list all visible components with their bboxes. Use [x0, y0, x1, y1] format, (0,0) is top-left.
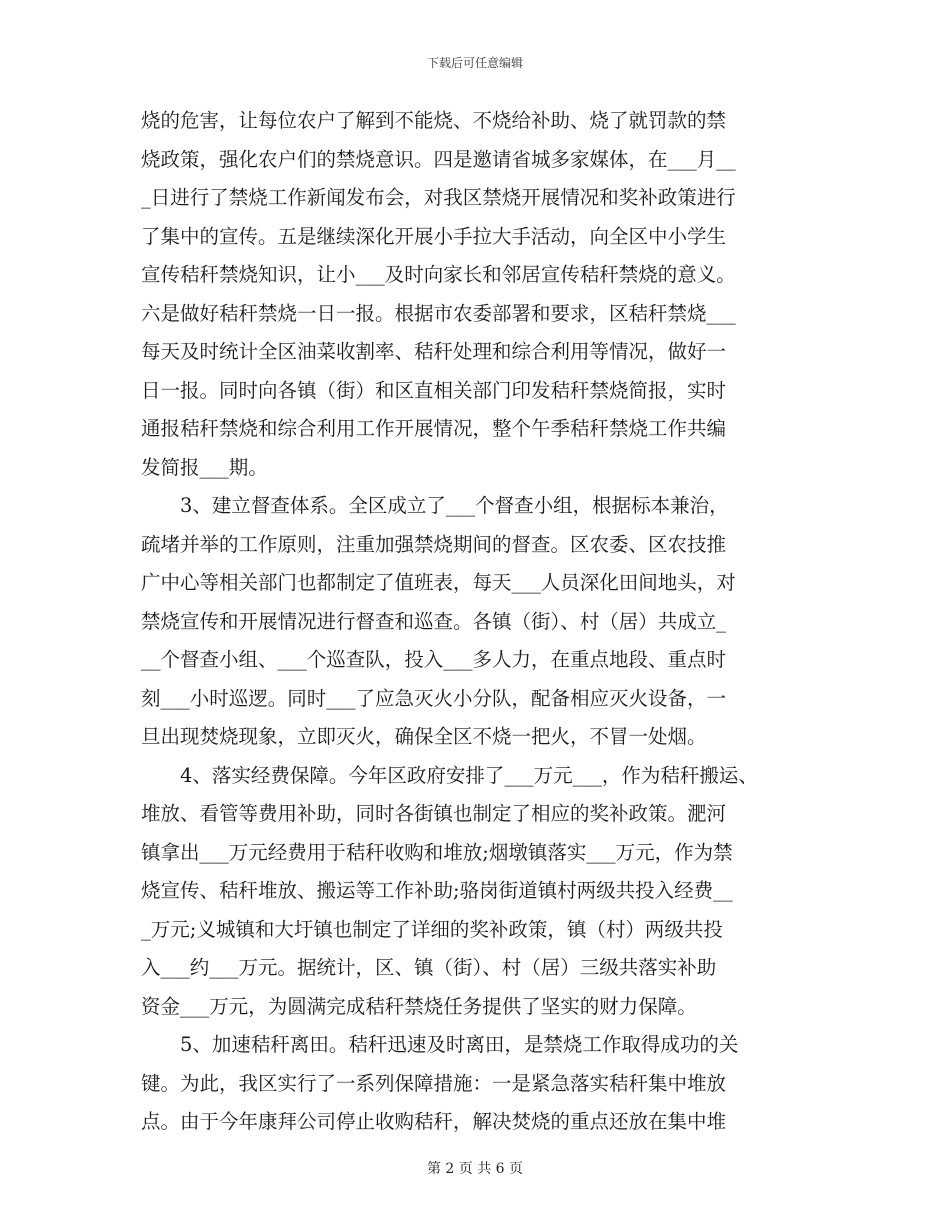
paragraph: [141, 102, 831, 487]
text-line: __个督查小组、___个巡查队，投入___多人力，在重点地段、重点时: [141, 648, 727, 671]
document-body: [141, 102, 831, 1142]
text-line: 点。由于今年康拜公司停止收购秸秆，解决焚烧的重点还放在集中堆: [141, 1110, 727, 1133]
text-line: 六是做好秸秆禁烧一日一报。根据市农委部署和要求，区秸秆禁烧___: [141, 301, 736, 325]
text-line: 镇拿出___万元经费用于秸秆收购和堆放;烟墩镇落实___万元，作为禁: [141, 840, 733, 864]
text-line: 发简报___期。: [141, 455, 268, 479]
text-line: 堆放、看管等费用补助，同时各街镇也制定了相应的奖补政策。淝河: [141, 802, 727, 825]
text-line: 烧的危害，让每位农户了解到不能烧、不烧给补助、烧了就罚款的禁: [141, 109, 727, 132]
text-line: 4、落实经费保障。今年区政府安排了___万元___，作为秸秆搬运、: [180, 763, 758, 787]
text-line: 资金___万元，为圆满完成秸秆禁烧任务提供了坚实的财力保障。: [141, 994, 697, 1018]
text-line: 每天及时统计全区油菜收割率、秸秆处理和综合利用等情况，做好一: [141, 340, 727, 363]
text-line: 广中心等相关部门也都制定了值班表，每天___人员深化田间地头，对: [141, 571, 736, 594]
text-line: _日进行了禁烧工作新闻发布会，对我区禁烧开展情况和奖补政策进行: [141, 186, 736, 209]
paragraph: [141, 487, 831, 757]
paragraph: [141, 1026, 831, 1142]
text-line: 疏堵并举的工作原则，注重加强禁烧期间的督查。区农委、区农技推: [141, 532, 727, 556]
text-line: _万元;义城镇和大圩镇也制定了详细的奖补政策，镇（村）两级共投: [141, 917, 723, 941]
text-line: 旦出现焚烧现象，立即灭火，确保全区不烧一把火，不冒一处烟。: [141, 725, 707, 748]
paragraph: [141, 757, 831, 1027]
text-line: 5、加速秸秆离田。秸秆迅速及时离田，是禁烧工作取得成功的关: [180, 1033, 739, 1056]
text-line: 禁烧宣传和开展情况进行督查和巡查。各镇（街）、村（居）共成立_: [141, 609, 727, 633]
page-footer: 第 2 页 共 6 页: [426, 1161, 524, 1177]
text-line: 日一报。同时向各镇（街）和区直相关部门印发秸秆禁烧简报，实时: [141, 378, 727, 402]
text-line: 宣传秸秆禁烧知识，让小___及时向家长和邻居宣传秸秆禁烧的意义。: [141, 263, 736, 286]
text-line: 烧政策，强化农户们的禁烧意识。四是邀请省城多家媒体，在___月__: [141, 147, 736, 171]
text-line: 刻___小时巡逻。同时___了应急灭火小分队，配备相应灭火设备，一: [141, 686, 727, 710]
text-line: 键。为此，我区实行了一系列保障措施：一是紧急落实秸秆集中堆放: [141, 1071, 727, 1095]
text-line: 烧宣传、秸秆堆放、搬运等工作补助;骆岗街道镇村两级共投入经费__: [141, 879, 733, 902]
text-line: 通报秸秆禁烧和综合利用工作开展情况，整个午季秸秆禁烧工作共编: [141, 417, 727, 440]
text-line: 入___约___万元。据统计，区、镇（街）、村（居）三级共落实补助: [141, 956, 717, 979]
text-line: 3、建立督查体系。全区成立了___个督查小组，根据标本兼治，: [180, 494, 729, 517]
page-header: 下载后可任意编辑: [426, 56, 523, 70]
text-line: 了集中的宣传。五是继续深化开展小手拉大手活动，向全区中小学生: [141, 224, 727, 248]
